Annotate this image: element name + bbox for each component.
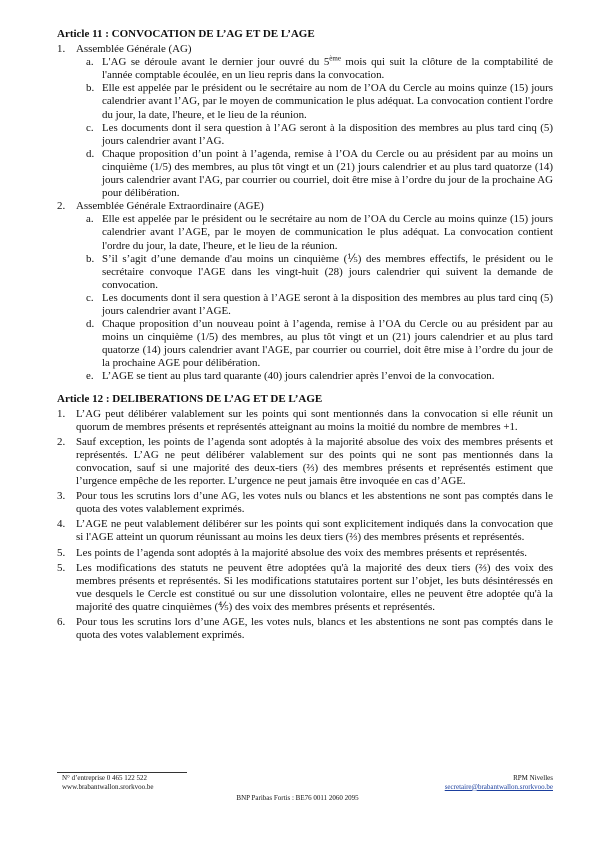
art11-item-2-d xyxy=(86,318,553,370)
list-text: Assemblée Générale (AG) xyxy=(76,43,192,56)
list-number: 6. xyxy=(57,616,66,629)
art11-item-1-c xyxy=(86,122,553,148)
list-letter: e. xyxy=(86,370,94,383)
list-letter: b. xyxy=(86,252,95,265)
art11-item-2-c xyxy=(86,292,553,318)
list-number: 4. xyxy=(57,518,66,531)
art12-item-1 xyxy=(57,408,553,434)
list-text: Les modifications des statuts ne peuvent être adoptées qu'à la majorité des deux tiers (⅔) des voix des membres présents et représentés. Si les modifications statutaires portent sur l’objet, les buts désintéressés en vue desquels le Cercle est constitué ou sur une dissolution volontaire, elles ne peuvent être adoptée qu'à la majorité des quatre cinquièmes (⅘) des voix des membres présents et représentés. xyxy=(76,561,553,613)
art12-item-2 xyxy=(57,436,553,488)
art11-item-2 xyxy=(57,200,553,213)
art11-item-1-d xyxy=(86,148,553,200)
list-text xyxy=(102,56,553,82)
list-letter: c. xyxy=(86,291,94,304)
art11-item-1 xyxy=(57,43,553,56)
art11-item-2-e xyxy=(86,370,553,383)
footer-rule xyxy=(57,772,187,773)
art12-item-6 xyxy=(57,616,553,642)
art12-item-5a xyxy=(57,547,553,560)
list-text: L’AG peut délibérer valablement sur les points qui sont mentionnés dans la convocation si elle réunit un quorum de membres présents et représentés atteignant au moins la moitié du nombre de membres +1. xyxy=(76,407,553,433)
list-text: Les documents dont il sera question à l’AG seront à la disposition des membres au plus tard cinq (5) jours calendrier avant l’AG. xyxy=(102,121,553,147)
list-text: Les documents dont il sera question à l’AGE seront à la disposition des membres au plus tard cinq (5) jours calendrier avant l’AGE. xyxy=(102,291,553,317)
footer-left xyxy=(62,774,154,791)
list-text: L’AGE se tient au plus tard quarante (40) jours calendrier après l’envoi de la convocation. xyxy=(102,370,495,383)
enterprise-number: N° d’entreprise 0 465 122 522 xyxy=(62,774,148,782)
list-number: 3. xyxy=(57,490,66,503)
text-part: mois qui suit la clôture de la comptabilité de l'année comptable écoulée, en un lieu repris dans la convocation. xyxy=(102,56,553,82)
list-number: 5. xyxy=(57,561,66,574)
art11-item-1-b xyxy=(86,82,553,121)
bank-account: BNP Paribas Fortis : BE76 0011 2060 2095 xyxy=(236,794,359,802)
list-number: 1. xyxy=(57,407,66,420)
art11-item-2-a xyxy=(86,213,553,252)
list-text: Elle est appelée par le président ou le secrétaire au nom de l’OA du Cercle au moins quinze (15) jours calendrier avant l’AGE, par le moyen de communication le plus adéquat. La convocation contient l'ordre du jour, la date, l'heure, et le lieu de la réunion. xyxy=(102,213,553,252)
list-text: Chaque proposition d’un nouveau point à l’agenda, remise à l’OA du Cercle ou au président par au moins un cinquième (1/5) des membres, au plus tôt vingt et un (21) jours calendrier et au plus tard quatorze (14) jours calendrier avant l'AGE, par courrier ou courriel, doit être mise à l’ordre du jour de la prochaine AGE pour délibération. xyxy=(102,318,553,370)
list-text: Sauf exception, les points de l’agenda sont adoptés à la majorité absolue des voix des membres présents et représentés. L’AG ne peut délibérer valablement sur des points qui ne sont pas mentionnés dans la convocation, sauf si une majorité des deux-tiers (⅔) des membres présents et représentés estiment que l’urgence empêche de les reporter. L’urgence ne peut jamais être invoquée en cas d’AGE. xyxy=(76,435,553,488)
article-11-heading: Article 11 : CONVOCATION DE L’AG ET DE L’AGE xyxy=(57,28,315,40)
art11-item-1-a xyxy=(86,56,553,82)
article-12-heading: Article 12 : DELIBERATIONS DE L’AG ET DE L’AGE xyxy=(57,392,323,405)
art12-item-5b xyxy=(57,562,553,614)
art12-item-4 xyxy=(57,518,553,544)
list-number: 2. xyxy=(57,200,66,213)
art12-item-3 xyxy=(57,490,553,516)
list-letter: d. xyxy=(86,147,95,160)
list-text: Assemblée Générale Extraordinaire (AGE) xyxy=(76,200,264,213)
list-letter: a. xyxy=(86,213,94,226)
footer-right xyxy=(445,774,553,791)
art11-item-2-b xyxy=(86,253,553,292)
list-text: Pour tous les scrutins lors d’une AGE, les votes nuls, blancs et les abstentions ne sont pas comptés dans le quota des votes valablement exprimés. xyxy=(76,616,553,642)
list-text: Les points de l’agenda sont adoptés à la majorité absolue des voix des membres présents et représentés. xyxy=(76,546,527,559)
list-text: Chaque proposition d’un point à l’agenda, remise à l’OA du Cercle ou au président par au moins un cinquième (1/5) des membres, au plus tôt vingt et un (21) jours calendrier et au plus tard quatorze (14) jours calendrier avant l'AG, par courrier ou courriel, doit être mise à l’ordre du jour de la prochaine AG pour délibération. xyxy=(102,147,553,200)
org-name: RPM Nivelles xyxy=(513,774,553,782)
list-text: L’AGE ne peut valablement délibérer sur les points qui sont explicitement indiqués dans la convocation que si l'AGE atteint un quorum réunissant au moins les deux tiers (⅔) des membres présents et représentés. xyxy=(76,518,553,544)
superscript: ème xyxy=(329,54,341,63)
text-part: L'AG se déroule avant le dernier jour ouvré du 5 xyxy=(102,56,330,69)
email-link[interactable]: secretaire@brabantwallon.srorkvoo.be xyxy=(444,782,553,791)
list-letter: c. xyxy=(86,121,94,134)
list-letter: d. xyxy=(86,318,95,331)
website-link[interactable]: www.brabantwallon.srorkvoo.be xyxy=(62,782,154,791)
list-letter: a. xyxy=(86,56,94,69)
list-number: 5. xyxy=(57,546,66,559)
list-number: 2. xyxy=(57,435,66,448)
list-text: Pour tous les scrutins lors d’une AG, les votes nuls ou blancs et les abstentions ne sont pas comptés dans le quota des votes valablement exprimés. xyxy=(76,490,553,516)
list-number: 1. xyxy=(57,43,66,56)
document-body xyxy=(57,28,553,642)
list-text: Elle est appelée par le président ou le secrétaire au nom de l’OA du Cercle au moins quinze (15) jours calendrier avant l’AG, par le moyen de communication le plus adéquat. La convocation contient l'ordre du jour, la date, l'heure, et le lieu de la réunion. xyxy=(102,82,553,121)
list-letter: b. xyxy=(86,82,95,95)
list-text: S’il s’agit d’une demande d'au moins un cinquième (⅕) des membres effectifs, le président ou le secrétaire convoque l'AGE dans les vingt-huit (28) jours calendrier qui suivent la demande de convocation. xyxy=(102,252,553,291)
